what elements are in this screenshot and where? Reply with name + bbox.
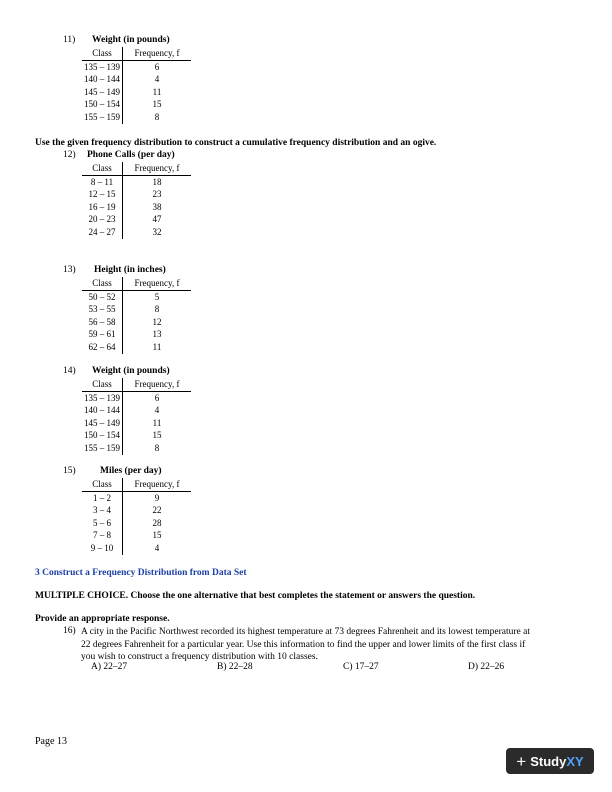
table-title: Phone Calls (per day) xyxy=(87,150,175,160)
column-header: Frequency, f xyxy=(123,277,192,290)
table-row: 155 – 159 8 xyxy=(84,111,160,122)
brand-text: Study xyxy=(530,753,567,769)
table-row: 62 – 64 11 xyxy=(82,341,191,354)
frequency-table xyxy=(82,277,191,354)
column-header: Class xyxy=(82,47,123,60)
table-row: 135 – 139 6 xyxy=(84,392,160,403)
choice-d: D) 22–26 xyxy=(468,662,505,672)
table-row: 140 – 144 4 xyxy=(84,74,160,85)
question-number: 12) xyxy=(63,150,76,160)
table-title: Miles (per day) xyxy=(100,466,162,476)
frequency-table xyxy=(82,162,191,239)
table-row: 145 – 149 11 xyxy=(84,86,162,97)
column-header: Class xyxy=(82,277,123,290)
table-row: 145 – 149 11 xyxy=(84,417,162,428)
column-header: Frequency, f xyxy=(123,162,192,175)
page-number: Page 13 xyxy=(35,736,67,747)
frequency-table xyxy=(82,47,191,124)
table-row: 20 – 23 47 xyxy=(82,213,191,226)
choice-a: A) 22–27 xyxy=(91,662,128,672)
question-text: A city in the Pacific Northwest recorded its highest temperature at 73 degrees Fahrenheit and its lowest temperature at 22 degrees Fahrenheit for a particular year. Use this information to find the upper and lower limits of the first class if you wish to construct a frequency distribution with 10 classes. xyxy=(81,627,530,663)
table-title: Weight (in pounds) xyxy=(92,366,170,376)
table-row: 56 – 58 12 xyxy=(82,316,191,329)
table-row: 155 – 159 8 xyxy=(84,442,160,453)
studyxy-logo xyxy=(506,748,594,774)
column-header: Class xyxy=(82,378,123,391)
table-row: 9 – 10 4 xyxy=(82,542,191,555)
table-row: 7 – 8 15 xyxy=(82,529,191,542)
choice-b: B) 22–28 xyxy=(217,662,253,672)
brand-accent-text: XY xyxy=(566,753,584,769)
table-title: Height (in inches) xyxy=(94,265,166,275)
frequency-table xyxy=(82,378,191,455)
question-number: 13) xyxy=(63,265,76,275)
table-row: 140 – 144 4 xyxy=(84,405,160,416)
table-row: 59 – 61 13 xyxy=(82,328,191,341)
provide-response-heading: Provide an appropriate response. xyxy=(35,614,170,624)
question-number: 11) xyxy=(63,35,76,45)
table-title: Weight (in pounds) xyxy=(92,35,170,45)
table-row: 150 – 154 15 xyxy=(84,99,162,110)
multiple-choice-heading: MULTIPLE CHOICE. Choose the one alternative that best completes the statement or answers the question. xyxy=(35,591,476,601)
question-number: 16) xyxy=(63,626,76,636)
table-row: 3 – 4 22 xyxy=(82,504,191,517)
question-number: 15) xyxy=(63,466,76,476)
column-header: Frequency, f xyxy=(123,378,192,391)
column-header: Frequency, f xyxy=(123,478,192,491)
table-row: 24 – 27 32 xyxy=(82,226,191,239)
frequency-table xyxy=(82,478,191,555)
column-header: Frequency, f xyxy=(123,47,192,60)
question-number: 14) xyxy=(63,366,76,376)
table-row: 8 – 11 18 xyxy=(82,175,191,188)
table-row: 5 – 6 28 xyxy=(82,517,191,530)
table-row: 16 – 19 38 xyxy=(82,201,191,214)
plus-icon: + xyxy=(516,751,527,771)
table-row: 135 – 139 6 xyxy=(84,61,160,72)
section-heading: 3 Construct a Frequency Distribution from Data Set xyxy=(35,568,247,578)
instruction-text: Use the given frequency distribution to construct a cumulative frequency distribution and an ogive. xyxy=(35,138,437,148)
choice-c: C) 17–27 xyxy=(343,662,379,672)
table-row: 12 – 15 23 xyxy=(82,188,191,201)
table-row: 1 – 2 9 xyxy=(82,491,191,504)
table-row: 50 – 52 5 xyxy=(82,290,191,303)
column-header: Class xyxy=(82,162,123,175)
column-header: Class xyxy=(82,478,123,491)
table-row: 150 – 154 15 xyxy=(84,430,162,441)
table-row: 53 – 55 8 xyxy=(82,303,191,316)
